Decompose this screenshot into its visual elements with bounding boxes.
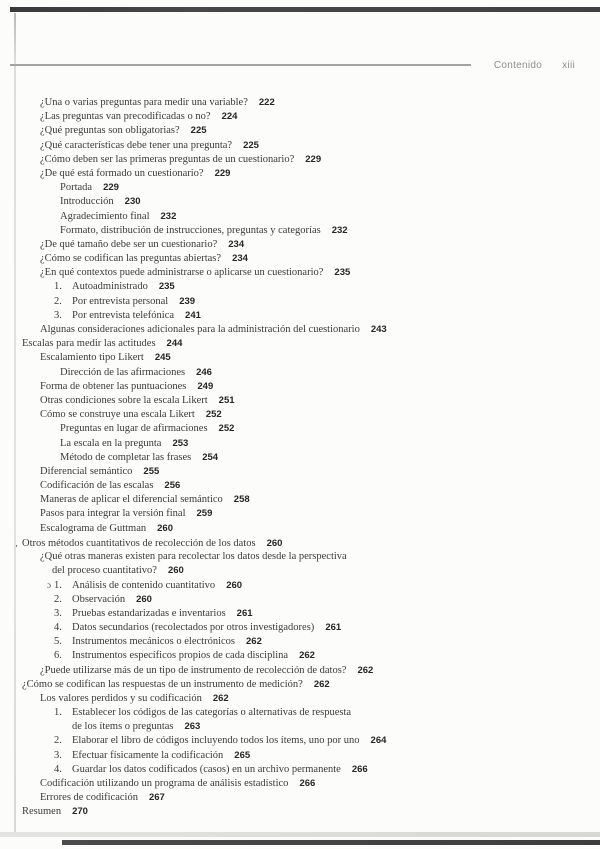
page-folio: xiii xyxy=(562,59,575,71)
toc-line xyxy=(0,791,578,805)
toc-entry-page-number: 256 xyxy=(164,480,181,492)
toc-line xyxy=(0,323,578,337)
toc-entry-page-number: 229 xyxy=(103,182,119,194)
toc-line xyxy=(0,734,578,748)
toc-entry-title: Preguntas en lugar de afirmaciones xyxy=(60,423,208,435)
toc-line xyxy=(0,422,578,436)
toc-line xyxy=(0,777,578,791)
toc-item-number: 2. xyxy=(54,593,62,605)
toc-entry-title: Codificación de las escalas xyxy=(40,480,154,492)
toc-line xyxy=(0,550,578,564)
toc-entry-page-number: 232 xyxy=(160,210,177,222)
toc-entry-title: Análisis de contenido cuantitativo xyxy=(72,580,216,592)
toc-entry-page-number: 258 xyxy=(233,494,250,506)
toc-entry-page-number: 265 xyxy=(234,749,251,761)
toc-entry-title: Establecer los códigos de las categorías o alternativas de respuesta xyxy=(72,707,352,719)
toc-item-number: 5. xyxy=(54,636,62,648)
running-header xyxy=(10,57,575,73)
toc-entry-page-number: 266 xyxy=(299,778,316,789)
toc-entry-title: ¿De qué tamaño debe ser un cuestionario? xyxy=(40,238,218,250)
toc-entry-page-number: 229 xyxy=(214,167,231,179)
toc-entry-page-number: 251 xyxy=(218,394,235,406)
toc-line: ‚ Otros métodos cuantitativos de recolección de los datos 260 xyxy=(15,537,283,549)
toc-entry-page-number: 225 xyxy=(190,125,207,137)
toc-item-number: 4. xyxy=(54,621,62,633)
toc-entry-title: Escalograma de Guttman xyxy=(40,522,147,534)
toc-entry-page-number: 252 xyxy=(205,409,222,421)
toc-line xyxy=(0,678,578,692)
toc-entry-page-number: 225 xyxy=(243,139,259,151)
toc-entry-title: ¿En qué contextos puede administrarse o aplicarse un cuestionario? xyxy=(40,267,324,279)
scan-artifact-bottom-bar xyxy=(62,840,600,845)
running-head-title: Contenido xyxy=(493,59,543,71)
toc-line xyxy=(0,522,578,536)
toc-entry-title: ¿Cómo se codifican las respuestas de un instrumento de medición? xyxy=(22,678,303,690)
toc-line xyxy=(0,309,578,323)
scan-artifact-bottom-band xyxy=(0,832,600,837)
toc-entry-page-number: 262 xyxy=(212,692,229,704)
toc-entry-page-number: 253 xyxy=(172,437,189,449)
toc-line xyxy=(0,110,578,124)
toc-entry-page-number: 261 xyxy=(236,607,253,619)
toc-line xyxy=(0,621,578,635)
toc-entry-page-number: 255 xyxy=(143,465,160,477)
toc-list xyxy=(0,96,578,820)
toc-entry-title: Dirección de las afirmaciones xyxy=(60,366,186,378)
toc-entry-title: Instrumentos mecánicos o electrónicos xyxy=(72,636,235,648)
toc-item-number: 6. xyxy=(54,650,62,662)
toc-item-number: 3. xyxy=(54,749,62,761)
toc-entry-title: Otras condiciones sobre la escala Likert xyxy=(40,394,208,406)
toc-entry-title: Introducción xyxy=(60,196,114,208)
toc-line xyxy=(0,649,578,663)
toc-line: ɔ 1. Análisis de contenido cuantitativo 260 xyxy=(0,578,578,592)
toc-entry-title: Formato, distribución de instrucciones, preguntas y categorías xyxy=(60,224,321,236)
toc-entry-title: Escalas para medir las actitudes xyxy=(22,338,156,350)
toc-entry-page-number: 235 xyxy=(158,281,175,293)
toc-entry-page-number: 241 xyxy=(185,309,201,321)
toc-entry-page-number: 260 xyxy=(136,593,152,605)
toc-line xyxy=(0,749,578,763)
toc-line xyxy=(0,664,578,678)
toc-entry-title: Elaborar el libro de códigos incluyendo todos los ítems, uno por uno xyxy=(72,735,360,747)
toc-entry-page-number: 260 xyxy=(226,580,243,592)
toc-entry-page-number: 234 xyxy=(228,238,245,250)
toc-entry-page-number: 262 xyxy=(357,664,374,676)
toc-entry-title: Diferencial semántico xyxy=(40,465,133,477)
toc-entry-title: ¿Qué otras maneras existen para recolectar los datos desde la perspectiva xyxy=(40,551,347,562)
toc-line xyxy=(0,181,578,195)
toc-line xyxy=(0,451,578,465)
toc-entry-page-number: 252 xyxy=(218,423,235,435)
toc-entry-page-number: 266 xyxy=(351,763,368,775)
toc-entry-page-number: 224 xyxy=(221,111,238,123)
toc-line xyxy=(0,692,578,706)
toc-entry-page-number: 249 xyxy=(197,380,214,392)
toc-line xyxy=(0,139,578,153)
scan-artifact-top-bar xyxy=(10,7,600,12)
toc-entry-title: Por entrevista personal xyxy=(72,295,169,307)
toc-line xyxy=(0,763,578,777)
toc-line xyxy=(0,167,578,181)
toc-line xyxy=(0,295,578,309)
toc-entry-title: Escalamiento tipo Likert xyxy=(40,352,144,364)
toc-line xyxy=(0,366,578,380)
toc-item-number: 3. xyxy=(54,607,62,619)
toc-entry-title: Agradecimiento final xyxy=(60,210,150,222)
toc-entry-title: La escala en la pregunta xyxy=(60,437,162,449)
toc-entry-title: ¿Puede utilizarse más de un tipo de instrumento de recolección de datos? xyxy=(40,664,347,676)
toc-entry-title: Otros métodos cuantitativos de recolección de los datos xyxy=(22,537,256,549)
toc-entry-title: ¿Cómo se codifican las preguntas abiertas? xyxy=(40,253,222,265)
toc-line xyxy=(0,153,578,167)
toc-entry-page-number: 243 xyxy=(370,324,387,335)
toc-entry-page-number: 262 xyxy=(313,678,330,690)
toc-entry-title: Cómo se construye una escala Likert xyxy=(40,409,195,421)
toc-entry-page-number: 244 xyxy=(166,338,183,350)
toc-entry-page-number: 230 xyxy=(124,196,141,208)
toc-line xyxy=(0,210,578,224)
toc-entry-title: Datos secundarios (recolectados por otros investigadores) xyxy=(72,621,315,633)
toc-entry-page-number: 267 xyxy=(148,792,165,804)
toc-entry-page-number: 235 xyxy=(334,267,351,279)
toc-entry-page-number: 260 xyxy=(167,565,184,577)
toc-entry-title: Guardar los datos codificados (casos) en un archivo permanente xyxy=(72,763,341,775)
toc-entry-page-number: 229 xyxy=(305,153,322,165)
toc-entry-page-number: 270 xyxy=(72,806,88,818)
toc-entry-page-number: 254 xyxy=(202,451,219,463)
toc-entry-page-number: 260 xyxy=(266,537,283,549)
toc-entry-page-number: 263 xyxy=(184,721,201,733)
toc-entry-page-number: 222 xyxy=(258,97,275,108)
toc-line xyxy=(0,252,578,266)
toc-entry-page-number: 262 xyxy=(299,650,315,662)
toc-entry-title: Los valores perdidos y su codificación xyxy=(40,692,202,704)
toc-line xyxy=(0,224,578,238)
toc-line xyxy=(0,408,578,422)
toc-entry-page-number: 260 xyxy=(157,522,173,534)
toc-entry-page-number: 245 xyxy=(154,352,171,364)
toc-line xyxy=(0,493,578,507)
toc-line xyxy=(0,593,578,607)
toc-entry-page-number: 264 xyxy=(370,735,387,747)
toc-line xyxy=(0,607,578,621)
toc-line xyxy=(0,394,578,408)
toc-line xyxy=(0,564,578,578)
toc-entry-title: de los ítems o preguntas xyxy=(72,721,174,733)
toc-item-number: 1. xyxy=(54,707,62,719)
toc-item-number: 3. xyxy=(54,309,62,321)
toc-line xyxy=(0,351,578,365)
toc-entry-page-number: 262 xyxy=(246,636,262,648)
toc-entry-title: Algunas consideraciones adicionales para la administración del cuestionario xyxy=(40,324,360,335)
toc-line xyxy=(0,465,578,479)
toc-entry-title: Por entrevista telefónica xyxy=(72,309,175,321)
toc-line xyxy=(0,720,578,734)
toc-entry-title: Maneras de aplicar el diferencial semántico xyxy=(40,494,223,506)
toc-entry-title: ¿Qué características debe tener una pregunta? xyxy=(40,139,233,151)
toc-entry-title: ¿Las preguntas van precodificadas o no? xyxy=(40,111,211,123)
toc-line xyxy=(0,805,578,819)
toc-entry-title: Pruebas estandarizadas e inventarios xyxy=(72,607,226,619)
toc-line xyxy=(0,479,578,493)
toc-item-number: 2. xyxy=(54,735,62,747)
toc-entry-title: Errores de codificación xyxy=(40,792,138,804)
toc-line xyxy=(0,635,578,649)
toc-line xyxy=(0,195,578,209)
toc-entry-title: Efectuar físicamente la codificación xyxy=(72,749,224,761)
toc-entry-title: Observación xyxy=(72,593,126,605)
toc-entry-page-number: 246 xyxy=(196,366,212,378)
toc-entry-title: Forma de obtener las puntuaciones xyxy=(40,380,187,392)
toc-line xyxy=(0,380,578,394)
toc-line xyxy=(0,96,578,110)
toc-entry-title: ¿Una o varias preguntas para medir una variable? xyxy=(40,97,248,108)
toc-item-number: 1. xyxy=(54,281,62,293)
toc-entry-page-number: 234 xyxy=(232,253,248,265)
toc-entry-title: Autoadministrado xyxy=(72,281,148,293)
toc-entry-title: Resumen xyxy=(22,806,62,818)
toc-entry-title: Instrumentos específicos propios de cada disciplina xyxy=(72,650,289,662)
toc-line xyxy=(0,507,578,521)
toc-entry-page-number: 259 xyxy=(196,508,213,520)
toc-entry-title: Portada xyxy=(60,182,93,194)
toc-item-number: 4. xyxy=(54,763,62,775)
toc-entry-title: Pasos para integrar la versión final xyxy=(40,508,186,520)
toc-item-number: 1. xyxy=(54,580,62,592)
toc-entry-title: del proceso cuantitativo? xyxy=(52,565,157,577)
toc-line xyxy=(0,337,578,351)
toc-entry-title: Codificación utilizando un programa de análisis estadístico xyxy=(40,778,289,789)
toc-line xyxy=(0,238,578,252)
toc-entry-title: ¿De qué está formado un cuestionario? xyxy=(40,167,204,179)
toc-entry-page-number: 232 xyxy=(331,224,348,236)
toc-entry-title: Método de completar las frases xyxy=(60,451,192,463)
toc-entry-page-number: 239 xyxy=(179,295,196,307)
toc-line xyxy=(0,124,578,138)
toc-entry-page-number: 261 xyxy=(325,621,342,633)
header-rule xyxy=(10,64,471,66)
toc-entry-title: ¿Cómo deben ser las primeras preguntas de un cuestionario? xyxy=(40,153,295,165)
toc-line xyxy=(0,280,578,294)
toc-line xyxy=(0,706,578,720)
toc-entry-title: ¿Qué preguntas son obligatorias? xyxy=(40,125,180,137)
toc-item-number: 2. xyxy=(54,295,62,307)
toc-line xyxy=(0,437,578,451)
toc-line xyxy=(0,266,578,280)
